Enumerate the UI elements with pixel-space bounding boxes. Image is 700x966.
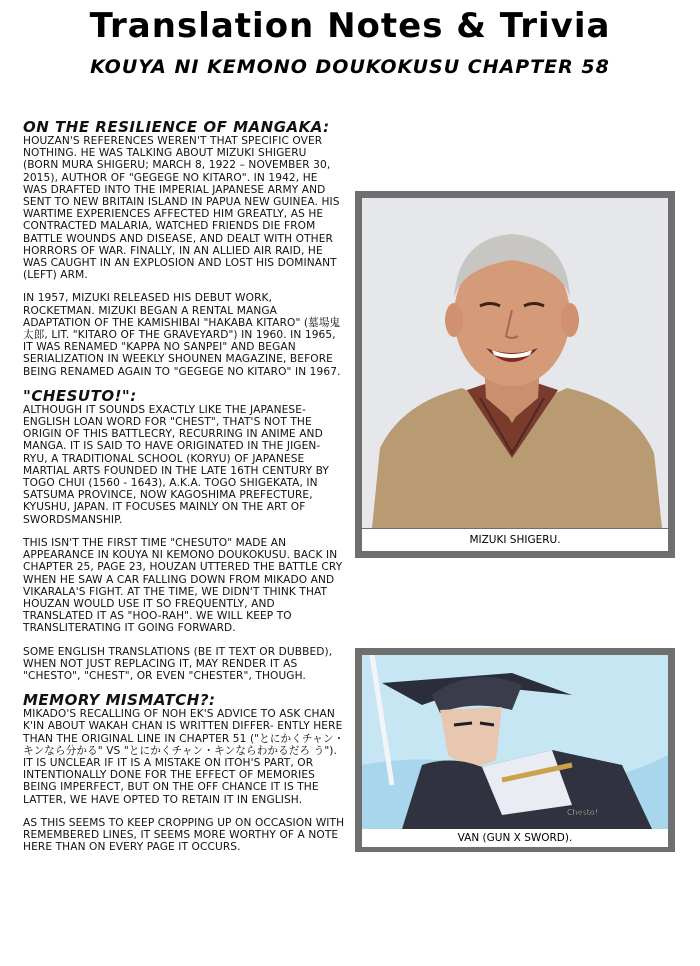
mizuki-portrait-image (362, 198, 668, 528)
van-screenshot-image (362, 655, 668, 829)
section-resilience (23, 120, 345, 378)
paragraph: ALTHOUGH IT SOUNDS EXACTLY LIKE THE JAPANESE-ENGLISH LOAN WORD FOR "CHEST", THAT'S NOT THE ORIGIN OF THIS BATTLECRY, RECURRING IN ANIME AND MANGA. IT IS SAID TO HAVE ORIGINATED IN THE JIGEN-RYU, A TRADITIONAL SCHOOL (KORYU) OF JAPANESE MARTIAL ARTS FOUNDED IN THE LATE 16TH CENTURY BY TOGO CHUI (1560 - 1643), A.K.A. TOGO SHIGEKATA, IN SATSUMA PROVINCE, NOW KAGOSHIMA PREFECTURE, KYUSHU, JAPAN. IT FOCUSES MAINLY ON THE ART OF SWORDSMANSHIP. (23, 403, 329, 526)
screenshot-caption: VAN (GUN X SWORD). (457, 832, 573, 844)
paragraph: MIKADO'S RECALLING OF NOH EK'S ADVICE TO ASK CHAN K'IN ABOUT WAKAH CHAN IS WRITTEN DIFFER- ENTLY HERE THAN THE ORIGINAL LINE IN CHAPTER 51 ("とにかくチャン・キンなら分かる" VS "とにかくチャン・キンならわかるだろ う"). IT IS UNCLEAR IF IT IS A MISTAKE ON ITOH'S PART, OR INTENTIONALLY DONE FOR THE EFFECT OF MEMORIES BEING IMPERFECT, BUT ON THE OFF CHANCE IT IS THE LATTER, WE HAVE OPTED TO RETAIN IT IN ENGLISH. (23, 708, 345, 806)
photo-caption-box (362, 529, 668, 551)
section-memory-mismatch (23, 693, 345, 853)
section-heading: MEMORY MISMATCH?: (23, 691, 216, 710)
paragraph: THIS ISN'T THE FIRST TIME "CHESUTO" MADE AN APPEARANCE IN KOUYA NI KEMONO DOUKOKUSU. BACK IN CHAPTER 25, PAGE 23, HOUZAN UTTERED THE BATTLE CRY WHEN HE SAW A CAR FALLING DOWN FROM MIKADO AND VIKARALA'S FIGHT. AT THE TIME, WE DIDN'T THINK THAT HOUZAN WOULD USE IT SO FREQUENTLY, AND TRANSLATED IT AS "HOO-RAH". WE WILL KEEP TO TRANSLITERATING IT GOING FORWARD. (23, 536, 343, 635)
section-heading: "CHESUTO!": (23, 386, 137, 405)
portrait-illustration (362, 198, 668, 528)
paragraph: AS THIS SEEMS TO KEEP CROPPING UP ON OCCASION WITH REMEMBERED LINES, IT SEEMS MORE WORTHY OF A NOTE HERE THAN ON EVERY PAGE IT OCCURS. (23, 816, 345, 854)
screenshot-caption-box (362, 829, 668, 847)
anime-illustration (362, 655, 668, 829)
page-title: Translation Notes & Trivia (89, 6, 611, 46)
paragraph: IN 1957, MIZUKI RELEASED HIS DEBUT WORK, ROCKETMAN. MIZUKI BEGAN A RENTAL MANGA ADAPTATION OF THE KAMISHIBAI "HAKABA KITARO" (墓場鬼太郎, LIT. "KITARO OF THE GRAVEYARD") IN 1960. IN 1965, IT WAS RENAMED "KAPPA NO SANPEI" AND BEGAN SERIALIZATION IN WEEKLY SHOUNEN MAGAZINE, BEFORE BEING RENAMED AGAIN TO "GEGEGE NO KITARO" IN 1967. (23, 292, 341, 378)
anime-screenshot-frame (355, 648, 675, 852)
paragraph: SOME ENGLISH TRANSLATIONS (BE IT TEXT OR DUBBED), WHEN NOT JUST REPLACING IT, MAY RENDER IT AS "CHESTO", "CHEST", OR EVEN "CHESTER", THOUGH. (23, 645, 333, 682)
page-subtitle: KOUYA NI KEMONO DOUKOKUSU CHAPTER 58 (90, 56, 610, 78)
section-heading: ON THE RESILIENCE OF MANGAKA: (23, 118, 330, 136)
notes-column (23, 120, 345, 863)
paragraph: HOUZAN'S REFERENCES WEREN'T THAT SPECIFIC OVER NOTHING. HE WAS TALKING ABOUT MIZUKI SHIGERU (BORN MURA SHIGERU; MARCH 8, 1922 – NOVEMBER 30, 2015), AUTHOR OF "GEGEGE NO KITARO". IN 1942, HE WAS DRAFTED INTO THE IMPERIAL JAPANESE ARMY AND SENT TO NEW BRITAIN ISLAND IN PAPUA NEW GUINEA. HIS WARTIME EXPERIENCES AFFECTED HIM GREATLY, AS HE CONTRACTED MALARIA, WATCHED FRIENDS DIE FROM BATTLE WOUNDS AND DISEASE, AND DEALT WITH OTHER HORRORS OF WAR. FINALLY, IN AN ALLIED AIR RAID, HE WAS CAUGHT IN AN EXPLOSION AND LOST HIS DOMINANT (LEFT) ARM. (23, 135, 340, 282)
photo-caption: MIZUKI SHIGERU. (469, 534, 561, 546)
subtitle-text: Chesto! (567, 808, 598, 817)
mizuki-photo-frame (355, 191, 675, 558)
section-chesuto (23, 386, 345, 682)
